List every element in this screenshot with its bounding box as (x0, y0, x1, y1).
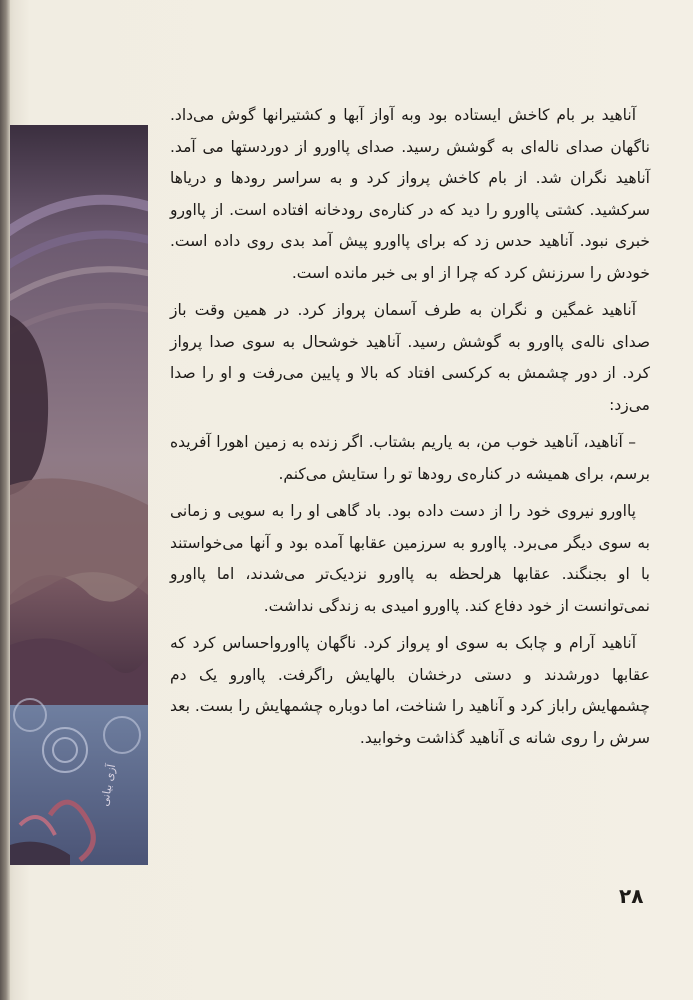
paragraph-1: آناهید بر بام کاخش ایستاده بود وبه آواز آبها و کشتیرانها گوش می‌داد. ناگهان صدای ناله‌ای به گوشش رسید. صدای پااورو از دوردستها می آمد. آناهید نگران شد. از بام کاخش پرواز کرد و به سراسر رودها و دریاها سرکشید. کشتی پااورو را دید که در کناره‌ی رودخانه افتاده است. از پااورو خبری نبود. آناهید حدس زد که برای پااورو پیش آمد بدی روی داده است. خودش را سرزنش کرد که چرا از او بی خبر مانده است. (170, 106, 650, 282)
paragraph-3-dialogue: – آناهید، آناهید خوب من، به یاریم بشتاب. اگر زنده به زمین اهورا آفریده برسم، برای همیشه در کناره‌ی رودها تو را ستایش می‌کنم. (170, 433, 650, 483)
book-binding-edge (0, 0, 10, 1000)
paragraph-4: پااورو نیروی خود را از دست داده بود. باد گاهی او را به سویی و زمانی به سوی دیگر می‌برد. پااورو به سرزمین عقابها آمده بود و آنها می‌خواستند با او بجنگند. عقابها هرلحظه به پااورو نزدیک‌تر می‌شدند، اما پااورو نمی‌توانست از خود دفاع کند. پااورو امیدی به زندگی نداشت. (170, 502, 650, 615)
illustration-signature: آزی بیانی (98, 763, 119, 808)
paragraph-2: آناهید غمگین و نگران به طرف آسمان پرواز کرد. در همین وقت باز صدای ناله‌ی پااورو به گوشش رسید. آناهید خوشحال به سوی صدا پرواز کرد. از دور چشمش به کرکسی افتاد که بالا و پایین می‌رفت و او را صدا می‌زد: (170, 301, 650, 414)
paragraph-5: آناهید آرام و چابک به سوی او پرواز کرد. ناگهان پااورواحساس کرد که عقابها دورشدند و دستی درخشان بالهایش راگرفت. پااورو یک دم چشمهایش راباز کرد و آناهید را شناخت، اما دوباره چشمهایش را بست. بعد سرش را روی شانه ی آناهید گذاشت وخوابید. (170, 634, 650, 747)
story-text (170, 100, 650, 760)
illustration-panel (10, 125, 148, 865)
page-number: ۲۸ (619, 884, 644, 908)
illustration-artwork (10, 125, 148, 865)
